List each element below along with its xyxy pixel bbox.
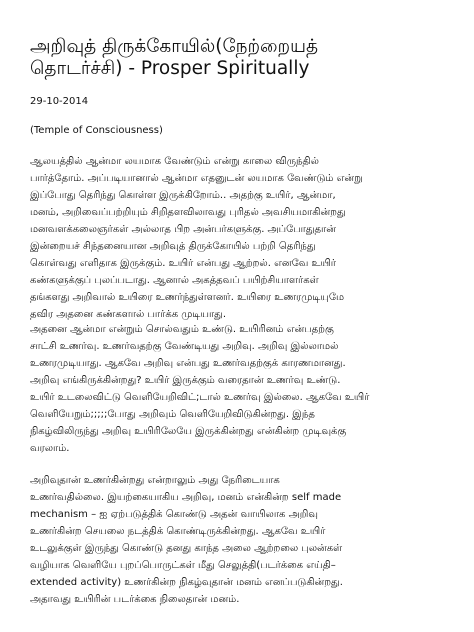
text-line: வழியாக வெளியே புறப்பொருட்கள் மீது செலுத்தி(படர்க்கை எய்தி– (30, 560, 336, 571)
document-title (30, 36, 450, 80)
text-line: கண்களுக்குப் புலப்படாது. ஆனால் அகத்தவப் பயிற்சியாளர்கள் (30, 275, 319, 286)
text-line: ஆலயத்தில் ஆன்மா லயமாக வேண்டும் என்று காலை விருந்தில் (30, 156, 319, 167)
text-line: கொள்வது எளிதாக இருக்கும். உயிர் என்பது ஆற்றல். எனவே உயிர் (30, 258, 337, 269)
text-line: உணர்வதில்லை. இயற்கையாகிய அறிவு, மனம் என்கின்ற self made (30, 492, 342, 503)
text-line: உணரமுடியாது. ஆகவே அறிவு என்பது உணர்வதற்குக் காரணமானது. (30, 358, 346, 369)
post-subtitle: (Temple of Consciousness) (30, 125, 163, 136)
text-line: இப்போது தெரிந்து கொள்ள இருக்கிறோம்.. அதற்கு உயிர், ஆன்மா, (30, 190, 336, 201)
text-line: mechanism – ஐ ஏற்படுத்திக் கொண்டு அதன் வாயிலாக அறிவு (30, 509, 318, 520)
text-line: மனம், அறிவைப்பற்றியும் சிறிதளவிலாவது புரிதல் அவசியமாகின்றது (30, 207, 346, 218)
text-line: வரலாம். (30, 443, 70, 454)
text-line: பார்த்தோம். அப்படியானால் ஆன்மா எதனுடன் லயமாக வேண்டும் என்று (30, 173, 363, 184)
title-line: அறிவுத் திருக்கோயில்(நேற்றையத் (30, 36, 319, 57)
text-line: அறிவு எங்கிருக்கின்றது? உயிர் இருக்கும் வரைதான் உணர்வு உண்டு. (30, 375, 341, 386)
text-line: சாட்சி உணர்வு. உணர்வதற்கு வேண்டியது அறிவு. அறிவு இல்லாமல் (30, 341, 339, 352)
text-line: வெளியேறும்;;;;;போது அறிவும் வெளியேறிவிடுகின்றது. இந்த (30, 409, 315, 420)
title-line: தொடர்ச்சி) - Prosper Spiritually (30, 58, 310, 79)
text-line: அதனை ஆன்மா என்றும் சொல்வதும் உண்டு. உயிரினம் என்பதற்கு (30, 324, 334, 335)
text-line: தவிர அதனை கண்களால் பார்க்க முடியாது. (30, 309, 227, 320)
text-line: அதாவது உயிரின் படர்க்கை நிலைதான் மனம். (30, 594, 240, 605)
body-paragraph (30, 472, 460, 608)
text-line: மனவளக்கலைஞர்கள் அல்லாத பிற அன்பர்களுக்கு. அப்போதுதான் (30, 224, 336, 235)
post-date: 29-10-2014 (30, 96, 89, 107)
text-line: extended activity) உணர்கின்ற நிகழ்வுதான் மனம் எனப்படுகின்றது. (30, 577, 343, 588)
body-paragraph (30, 153, 460, 323)
body-paragraph (30, 321, 460, 457)
text-line: இன்றையச் சிந்தனையான அறிவுத் திருக்கோயில் பற்றி தெரிந்து (30, 241, 316, 252)
text-line: நிகழ்விலிருந்து அறிவு உயிரிலேயே இருக்கின்றது என்கின்ற முடிவுக்கு (30, 426, 347, 437)
text-line: உயிர் உடலைவிட்டு வெளியேறிவிட்;டால் உணர்வு இல்லை. ஆகவே உயிர் (30, 392, 370, 403)
text-line: உடலுக்குள் இருந்து கொண்டு தனது காந்த அலை ஆற்றலை புலன்கள் (30, 543, 343, 554)
text-line: தங்களது அறிவால் உயிரை உணர்ந்துள்ளனர். உயிரை உணரமுடியுமே (30, 292, 345, 303)
text-line: உணர்கின்ற செயலை நடத்திக் கொண்டிருக்கின்றது. ஆகவே உயிர் (30, 526, 326, 537)
text-line: அறிவுதான் உணர்கின்றது என்றாலும் அது நேரிடையாக (30, 475, 280, 486)
